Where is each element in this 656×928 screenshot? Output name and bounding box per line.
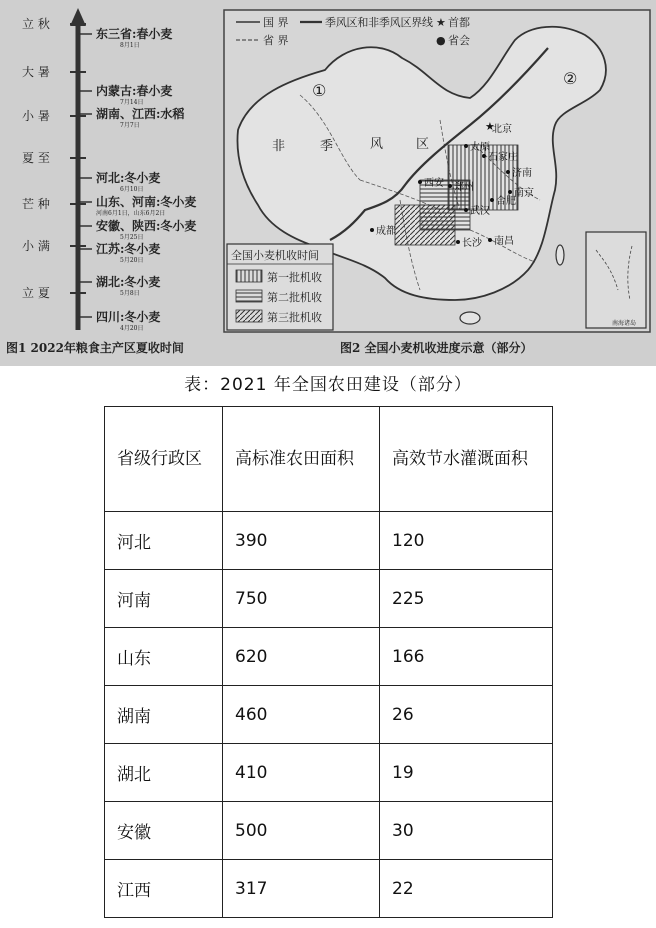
harvest-event-label: 河北:冬小麦 <box>96 171 161 185</box>
harvest-event-label: 安徽、陕西:冬小麦 <box>96 219 197 233</box>
table-row <box>105 744 553 802</box>
svg-text:首都: 首都 <box>448 16 470 29</box>
svg-text:季: 季 <box>320 139 334 154</box>
cell-province: 山东 <box>105 628 223 686</box>
table-row <box>105 628 553 686</box>
city-label: 武汉 <box>470 206 490 217</box>
capital-star-icon: ★ <box>485 120 495 133</box>
hainan-island <box>460 312 480 324</box>
cell-high-standard-area: 390 <box>223 512 380 570</box>
svg-text:季风区和非季风区界线: 季风区和非季风区界线 <box>325 16 433 29</box>
svg-text:★: ★ <box>436 16 446 29</box>
city-dot-icon <box>464 144 468 148</box>
svg-text:非: 非 <box>272 139 286 154</box>
solar-term-label: 芒 种 <box>22 197 50 211</box>
harvest-event-label: 山东、河南:冬小麦 <box>96 195 197 209</box>
header-high-standard-area: 高标准农田面积 <box>223 407 380 512</box>
city-label: 西安 <box>424 178 444 189</box>
city-label: 合肥 <box>496 196 516 207</box>
city-label: 长沙 <box>462 238 482 249</box>
table-row <box>105 802 553 860</box>
cell-province: 江西 <box>105 860 223 918</box>
header-province: 省级行政区 <box>105 407 223 512</box>
map-harvest-legend <box>227 244 333 330</box>
cell-irrigation-area: 166 <box>380 628 553 686</box>
map-label-1: ① <box>312 81 327 100</box>
solar-term-label: 小 暑 <box>22 109 50 123</box>
harvest-event-label: 内蒙古:春小麦 <box>96 84 173 98</box>
table-row <box>105 860 553 918</box>
cell-province: 安徽 <box>105 802 223 860</box>
city-label: 南昌 <box>494 236 514 247</box>
cell-province: 湖南 <box>105 686 223 744</box>
city-label: 南京 <box>514 188 534 199</box>
city-dot-icon <box>482 154 486 158</box>
city-dot-icon <box>488 238 492 242</box>
taiwan-island <box>556 245 564 265</box>
harvest-event-label: 东三省:春小麦 <box>96 27 173 41</box>
solar-term-label: 立 夏 <box>22 286 50 300</box>
cell-province: 河北 <box>105 512 223 570</box>
table-row <box>105 570 553 628</box>
city-label: 太原 <box>470 142 490 153</box>
cell-high-standard-area: 410 <box>223 744 380 802</box>
table-caption: 表：2021 年全国农田建设（部分） <box>184 375 472 395</box>
svg-text:国 界: 国 界 <box>263 16 289 29</box>
city-label: 郑州 <box>454 182 474 193</box>
harvest-event-label: 湖南、江西:水稻 <box>96 107 185 121</box>
svg-text:第二批机收: 第二批机收 <box>267 291 322 304</box>
figure1-timeline <box>6 8 196 355</box>
city-dot-icon <box>490 198 494 202</box>
cell-irrigation-area: 225 <box>380 570 553 628</box>
cell-high-standard-area: 750 <box>223 570 380 628</box>
city-dot-icon <box>508 190 512 194</box>
svg-text:●: ● <box>436 34 446 47</box>
harvest-event-label: 湖北:冬小麦 <box>96 275 161 289</box>
city-label: 石家庄 <box>488 152 518 163</box>
harvest-event-date: 5月8日 <box>120 290 140 297</box>
harvest-event-label: 江苏:冬小麦 <box>96 242 161 256</box>
svg-text:第一批机收: 第一批机收 <box>267 271 322 284</box>
cell-high-standard-area: 500 <box>223 802 380 860</box>
cell-irrigation-area: 26 <box>380 686 553 744</box>
solar-term-label: 小 满 <box>22 239 50 253</box>
svg-text:风: 风 <box>370 137 384 152</box>
svg-text:省会: 省会 <box>448 34 470 47</box>
cell-province: 河南 <box>105 570 223 628</box>
city-dot-icon <box>370 228 374 232</box>
city-dot-icon <box>418 180 422 184</box>
city-label: 成都 <box>376 226 396 237</box>
table-row <box>105 686 553 744</box>
cell-irrigation-area: 30 <box>380 802 553 860</box>
svg-text:南海诸岛: 南海诸岛 <box>612 320 637 327</box>
table-row <box>105 512 553 570</box>
city-dot-icon <box>464 208 468 212</box>
svg-text:省 界: 省 界 <box>263 34 289 47</box>
svg-text:第三批机收: 第三批机收 <box>267 311 322 324</box>
solar-term-label: 夏 至 <box>22 151 50 165</box>
harvest-event-date: 4月20日 <box>120 325 144 332</box>
city-label: 北京 <box>492 124 512 135</box>
cell-irrigation-area: 120 <box>380 512 553 570</box>
harvest-event-date: 5月25日 <box>120 234 144 241</box>
city-dot-icon <box>448 184 452 188</box>
figure1-caption: 图1 2022年粮食主产区夏收时间 <box>6 341 184 355</box>
harvest-event-label: 四川:冬小麦 <box>96 310 161 324</box>
figure-svg <box>0 0 656 366</box>
harvest-event-date: 6月10日 <box>120 186 144 193</box>
map-label-2: ② <box>563 69 578 88</box>
svg-text:区: 区 <box>416 137 430 152</box>
harvest-event-date: 5月20日 <box>120 257 144 264</box>
city-dot-icon <box>506 170 510 174</box>
cell-high-standard-area: 620 <box>223 628 380 686</box>
harvest-event-date: 7月7日 <box>120 122 140 129</box>
harvest-event-date: 河南6月1日，山东6月2日 <box>96 210 166 217</box>
cell-high-standard-area: 317 <box>223 860 380 918</box>
figure2-map <box>224 10 650 355</box>
cell-irrigation-area: 22 <box>380 860 553 918</box>
table-header-row <box>105 407 553 512</box>
figure2-caption: 图2 全国小麦机收进度示意（部分） <box>340 341 533 355</box>
cell-irrigation-area: 19 <box>380 744 553 802</box>
solar-term-label: 立 秋 <box>22 17 50 31</box>
city-dot-icon <box>456 240 460 244</box>
harvest-event-date: 7月14日 <box>120 99 144 106</box>
scanned-figure-photo <box>0 0 656 366</box>
farmland-table <box>104 406 553 918</box>
header-irrigation-area: 高效节水灌溉面积 <box>380 407 553 512</box>
south-sea-inset <box>586 232 646 328</box>
cell-province: 湖北 <box>105 744 223 802</box>
svg-text:全国小麦机收时间: 全国小麦机收时间 <box>231 249 319 262</box>
harvest-region-batch3 <box>395 205 455 245</box>
cell-high-standard-area: 460 <box>223 686 380 744</box>
city-label: 济南 <box>512 168 532 179</box>
harvest-event-date: 8月1日 <box>120 42 140 49</box>
solar-term-label: 大 暑 <box>22 65 50 79</box>
